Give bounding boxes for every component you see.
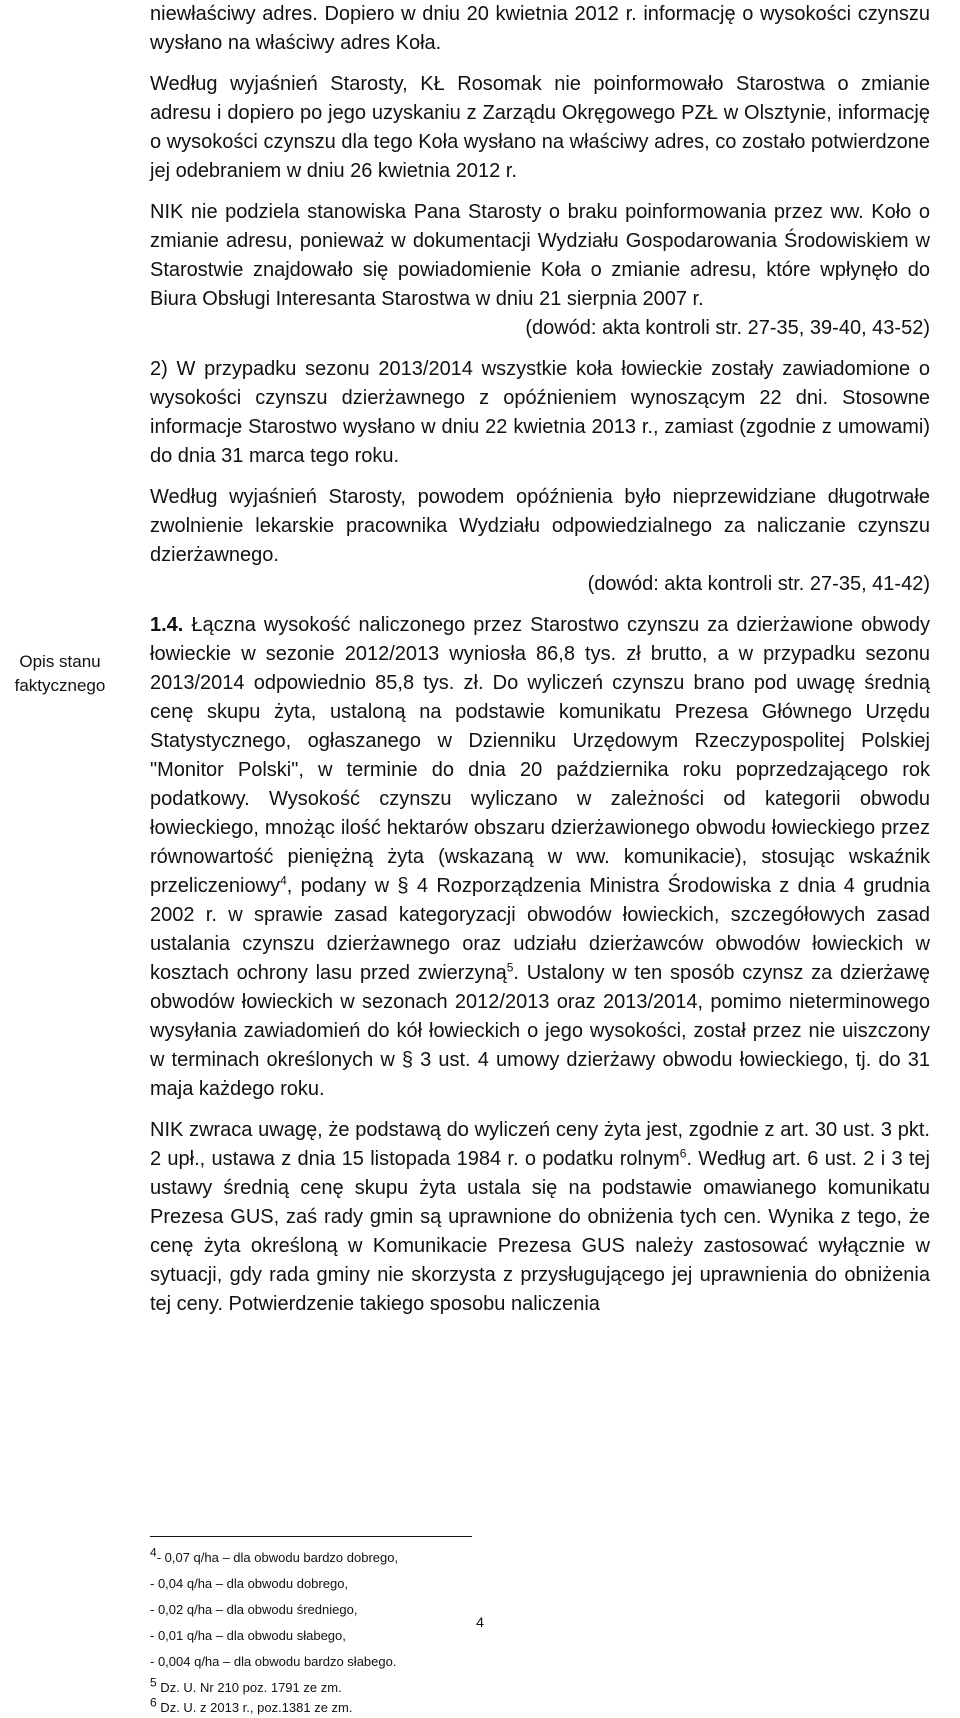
footnotes [150,1545,850,1718]
footnote-4-line: - 0,004 q/ha – dla obwodu bardzo słabego. [150,1654,397,1669]
page-number: 4 [476,1614,484,1630]
footnote-5 [150,1675,850,1698]
footnote-4-line: - 0,01 q/ha – dla obwodu słabego, [150,1628,346,1643]
paragraph-delay-reason: Według wyjaśnień Starosty, powodem opóźnienia było nieprzewidziane długotrwałe zwolnienie lekarskie pracownika Wydziału odpowiedzialnego za naliczanie czynszu dzierżawnego. [150,486,930,566]
evidence-reference-1: (dowód: akta kontroli str. 27-35, 39-40, 43-52) [525,317,930,339]
footnote-4 [150,1545,850,1568]
footnote-separator [150,1536,472,1537]
footnote-4-line: - 0,04 q/ha – dla obwodu dobrego, [150,1576,349,1591]
footnote-4-line: - 0,02 q/ha – dla obwodu średniego, [150,1602,358,1617]
evidence-reference-2: (dowód: akta kontroli str. 27-35, 41-42) [587,573,930,595]
paragraph-season-2013-2014: 2) W przypadku sezonu 2013/2014 wszystkie koła łowieckie zostały zawiadomione o wysokości czynszu dzierżawnego z opóźnieniem wynoszącym 22 dni. Stosowne informacje Starostwo wysłano w dniu 22 kwietnia 2013 r., zamiast (zgodnie z umowami) do dnia 31 marca tego roku. [150,358,930,467]
footnote-ref-6: 6 [679,1146,687,1161]
footnote-ref-5: 5 [506,960,514,975]
footnote-ref-4: 4 [280,873,287,888]
nik-remark-text-b: . Według art. 6 ust. 2 i 3 tej ustawy średnią cenę skupu żyta ustala się na podstawie omawianego komunikatu Prezesa GUS, zaś rady gmin są uprawnione do obniżenia tych cen. Wynika z tego, że cenę żyta określoną w Komunikacie Prezesa GUS należy zastosować wyłącznie w sytuacji, gdy rada gminy nie skorzysta z przysługującego jej uprawnienia do obniżenia tej ceny. Potwierdzenie takiego sposobu naliczenia [150,1148,930,1315]
section-text-b: , podany w § 4 Rozporządzenia Ministra Środowiska z dnia 4 grudnia 2002 r. w sprawie zasad kategoryzacji obwodów łowieckich, szczegółowych zasad ustalania czynszu dzierżawnego oraz udziału dzierżawców obwodów łowieckich w kosztach ochrony lasu przed zwierzyną [150,875,930,984]
section-text-c: . Ustalony w ten sposób czynsz za dzierżawę obwodów łowieckich w sezonach 2012/2013 oraz 2013/2014, pomimo nieterminowego wysyłania zawiadomień do kół łowieckich o jego wysokości, został przez nie uiszczony w terminach określonych w § 3 ust. 4 umowy dzierżawy obwodu łowieckiego, tj. do 31 maja każdego roku. [150,962,930,1100]
section-text-a: Łączna wysokość naliczonego przez Starostwo czynszu za dzierżawione obwody łowieckie w sezonie 2012/2013 wyniosła 86,8 tys. zł brutto, a w przypadku sezonu 2013/2014 odpowiednio 85,8 tys. zł. Do wyliczeń czynszu brano pod uwagę średnią cenę skupu żyta, ustaloną na podstawie komunikatu Prezesa Głównego Urzędu Statystycznego, ogłaszanego w Dzienniku Urzędowym Rzeczypospolitej Polskiej "Monitor Polski", w terminie do dnia 20 października roku poprzedzającego rok podatkowy. Wysokość czynszu wyliczano w zależności od kategorii obwodu łowieckiego, mnożąc ilość hektarów obszaru dzierżawionego obwodu łowieckiego przez równowartość pieniężną żyta (wskazaną w ww. komunikacie), stosując wskaźnik przeliczeniowy [150,614,930,897]
section-1-4-paragraph [150,611,930,1104]
footnote-6-mark: 6 [150,1695,157,1710]
main-text-column [150,0,930,1319]
footnote-6 [150,1695,850,1718]
nik-remark-paragraph [150,1116,930,1319]
paragraph-starosta-explanation: Według wyjaśnień Starosty, KŁ Rosomak nie poinformowało Starostwa o zmianie adresu i dopiero po jego uzyskaniu z Zarządu Okręgowego PZŁ w Olsztynie, informację o wysokości czynszu dla tego Koła wysłano na właściwy adres, co zostało potwierdzone jej odebraniem w dniu 26 kwietnia 2012 r. [150,73,930,182]
paragraph-continuation: niewłaściwy adres. Dopiero w dniu 20 kwietnia 2012 r. informację o wysokości czynszu wysłano na właściwy adres Koła. [150,3,930,54]
footnote-4-mark: 4 [150,1545,157,1560]
footnote-6-text: Dz. U. z 2013 r., poz.1381 ze zm. [156,1700,353,1715]
footnote-5-mark: 5 [150,1675,157,1690]
nik-remark-text-a: NIK zwraca uwagę, że podstawą do wyliczeń ceny żyta jest, zgodnie z art. 30 ust. 3 pkt. 2 upł., ustawa z dnia 15 listopada 1984 r. o podatku rolnym [150,1119,930,1170]
margin-label: Opis stanu faktycznego [14,652,106,695]
footnote-5-text: Dz. U. Nr 210 poz. 1791 ze zm. [156,1680,342,1695]
section-number: 1.4. [150,614,184,636]
footnote-4-line: - 0,07 q/ha – dla obwodu bardzo dobrego, [156,1550,399,1565]
paragraph-nik-position: NIK nie podziela stanowiska Pana Starosty o braku poinformowania przez ww. Koło o zmianie adresu, ponieważ w dokumentacji Wydziału Gospodarowania Środowiskiem w Starostwie znajdowało się powiadomienie Koła o zmianie adresu, które wpłynęło do Biura Obsługi Interesanta Starostwa w dniu 21 sierpnia 2007 r. [150,201,930,310]
